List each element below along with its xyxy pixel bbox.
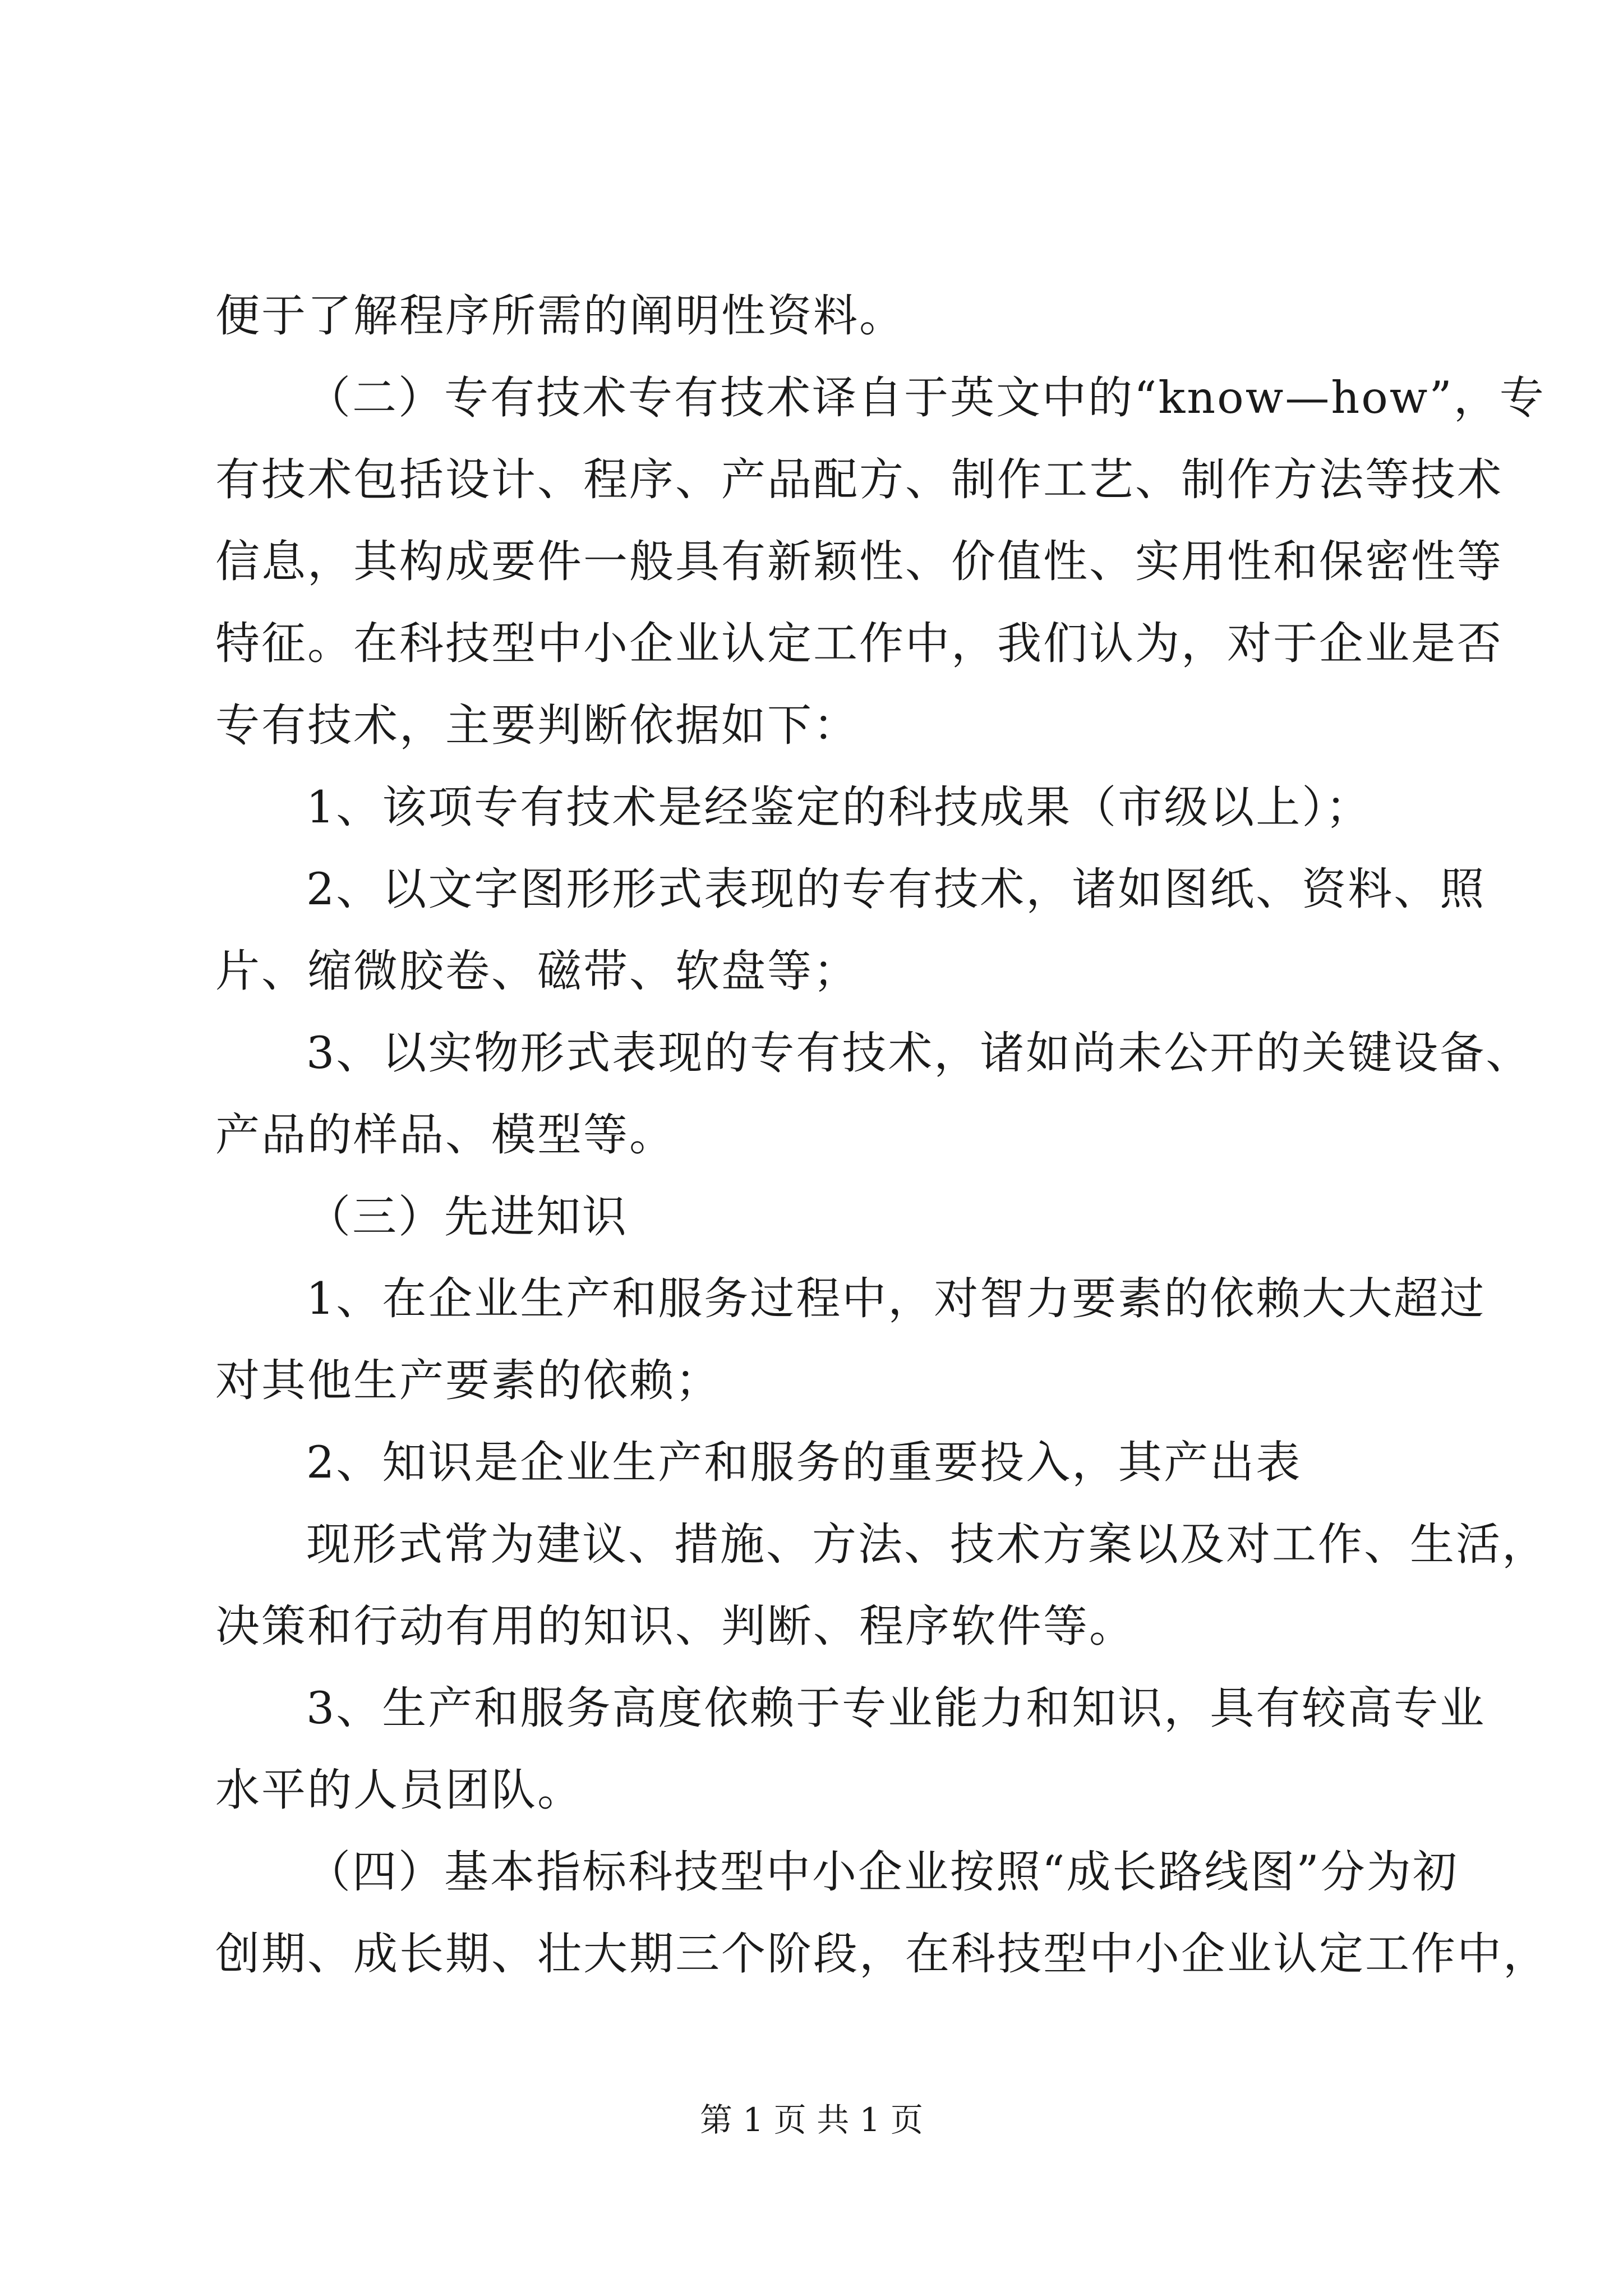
text-line-5: 特征。在科技型中小企业认定工作中，我们认为，对于企业是否 xyxy=(215,618,1503,669)
text-line-11: 产品的样品、模型等。 xyxy=(215,1109,675,1161)
text-line-1: 便于了解程序所需的阐明性资料。 xyxy=(215,290,905,342)
text-line-4: 信息，其构成要件一般具有新颖性、价值性、实用性和保密性等 xyxy=(215,536,1503,587)
text-line-16: 现形式常为建议、措施、方法、技术方案以及对工作、生活， xyxy=(306,1519,1548,1570)
page-footer: 第 1 页 共 1 页 xyxy=(700,2101,923,2139)
text-line-9: 片、缩微胶卷、磁带、软盘等； xyxy=(215,945,859,997)
text-line-20: （四）基本指标科技型中小企业按照“成长路线图”分为初 xyxy=(306,1846,1459,1898)
text-line-12: （三）先进知识 xyxy=(306,1191,628,1243)
text-line-15: 2、知识是企业生产和服务的重要投入，其产出表 xyxy=(306,1437,1302,1488)
text-line-8: 2、以文字图形形式表现的专有技术，诸如图纸、资料、照 xyxy=(306,863,1486,915)
text-line-21: 创期、成长期、壮大期三个阶段，在科技型中小企业认定工作中， xyxy=(215,1928,1549,1980)
text-line-2: （二）专有技术专有技术译自于英文中的“know—how”，专 xyxy=(306,372,1546,424)
text-line-6: 专有技术，主要判断依据如下： xyxy=(215,700,859,751)
text-line-17: 决策和行动有用的知识、判断、程序软件等。 xyxy=(215,1600,1135,1652)
text-line-18: 3、生产和服务高度依赖于专业能力和知识，具有较高专业 xyxy=(306,1682,1486,1734)
text-line-7: 1、该项专有技术是经鉴定的科技成果（市级以上）； xyxy=(306,781,1372,833)
text-line-3: 有技术包括设计、程序、产品配方、制作工艺、制作方法等技术 xyxy=(215,454,1503,505)
text-line-10: 3、以实物形式表现的专有技术，诸如尚未公开的关键设备、 xyxy=(306,1027,1532,1079)
text-line-13: 1、在企业生产和服务过程中，对智力要素的依赖大大超过 xyxy=(306,1273,1486,1324)
text-line-14: 对其他生产要素的依赖； xyxy=(215,1355,721,1406)
text-line-19: 水平的人员团队。 xyxy=(215,1764,583,1816)
